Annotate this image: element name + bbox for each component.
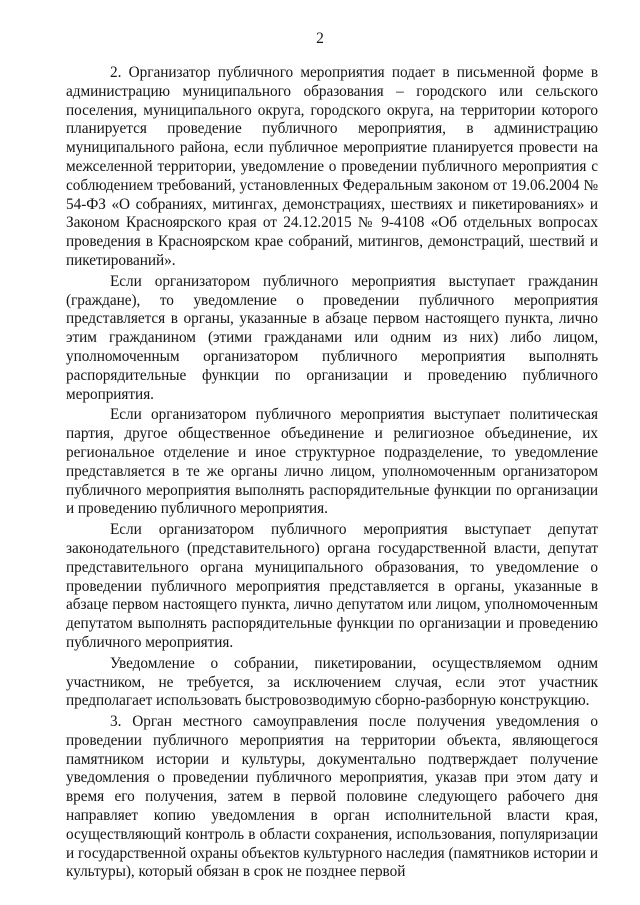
paragraph-single-participant: Уведомление о собрании, пикетировании, осуществляемом одним участником, не требуется, за исключением случая, если этот участник предполагает использовать быстровозводимую сборно-разборную конструкцию. (66, 654, 598, 710)
paragraph-deputy-organizer: Если организатором публичного мероприятия выступает депутат законодательного (представительного) органа государственной власти, депутат представительного органа муниципального образования, то уведомление о проведении публичного мероприятия представляется в органы, указанные в абзаце первом настоящего пункта, лично депутатом или лицом, уполномоченным депутатом выполнять распорядительные функции по организации и проведению публичного мероприятия. (66, 521, 598, 651)
paragraph-item-2: 2. Организатор публичного мероприятия подает в письменной форме в администрацию муниципального образования – городского или сельского поселения, муниципального округа, городского округа, на территории которого планируется проведение публичного мероприятия, в администрацию муниципального района, если публичное мероприятие планируется провести на межселенной территории, уведомление о проведении публичного мероприятия с соблюдением требований, установленных Федеральным законом от 19.06.2004 № 54-ФЗ «О собраниях, митингах, демонстрациях, шествиях и пикетированиях» и Законом Красноярского края от 24.12.2015 № 9-4108 «Об отдельных вопросах проведения в Красноярском крае собраний, митингов, демонстраций, шествий и пикетирований». (66, 64, 598, 269)
paragraph-party-organizer: Если организатором публичного мероприятия выступает политическая партия, другое общественное объединение и религиозное объединение, их региональное отделение и иное структурное подразделение, то уведомление представляется в те же органы лично лицом, уполномоченным организатором публичного мероприятия выполнять распорядительные функции по организации и проведению публичного мероприятия. (66, 406, 598, 518)
page-number: 2 (316, 30, 324, 47)
paragraph-item-3: 3. Орган местного самоуправления после получения уведомления о проведении публичного мероприятия на территории объекта, являющегося памятником истории и культуры, документально подтверждает получение уведомления о проведении публичного мероприятия, указав при этом дату и время его получения, затем в первой половине следующего рабочего дня направляет копию уведомления в орган исполнительной власти края, осуществляющий контроль в области сохранения, использования, популяризации и государственной охраны объектов культурного наследия (памятников истории и культуры), который обязан в срок не позднее первой (66, 713, 598, 881)
paragraph-citizen-organizer: Если организатором публичного мероприятия выступает гражданин (граждане), то уведомление о проведении публичного мероприятия представляется в органы, указанные в абзаце первом настоящего пункта, лично этим гражданином (этими гражданами или одним из них) либо лицом, уполномоченным организатором публичного мероприятия выполнять распорядительные функции по организации и проведению публичного мероприятия. (66, 272, 598, 403)
document-body (66, 64, 598, 884)
